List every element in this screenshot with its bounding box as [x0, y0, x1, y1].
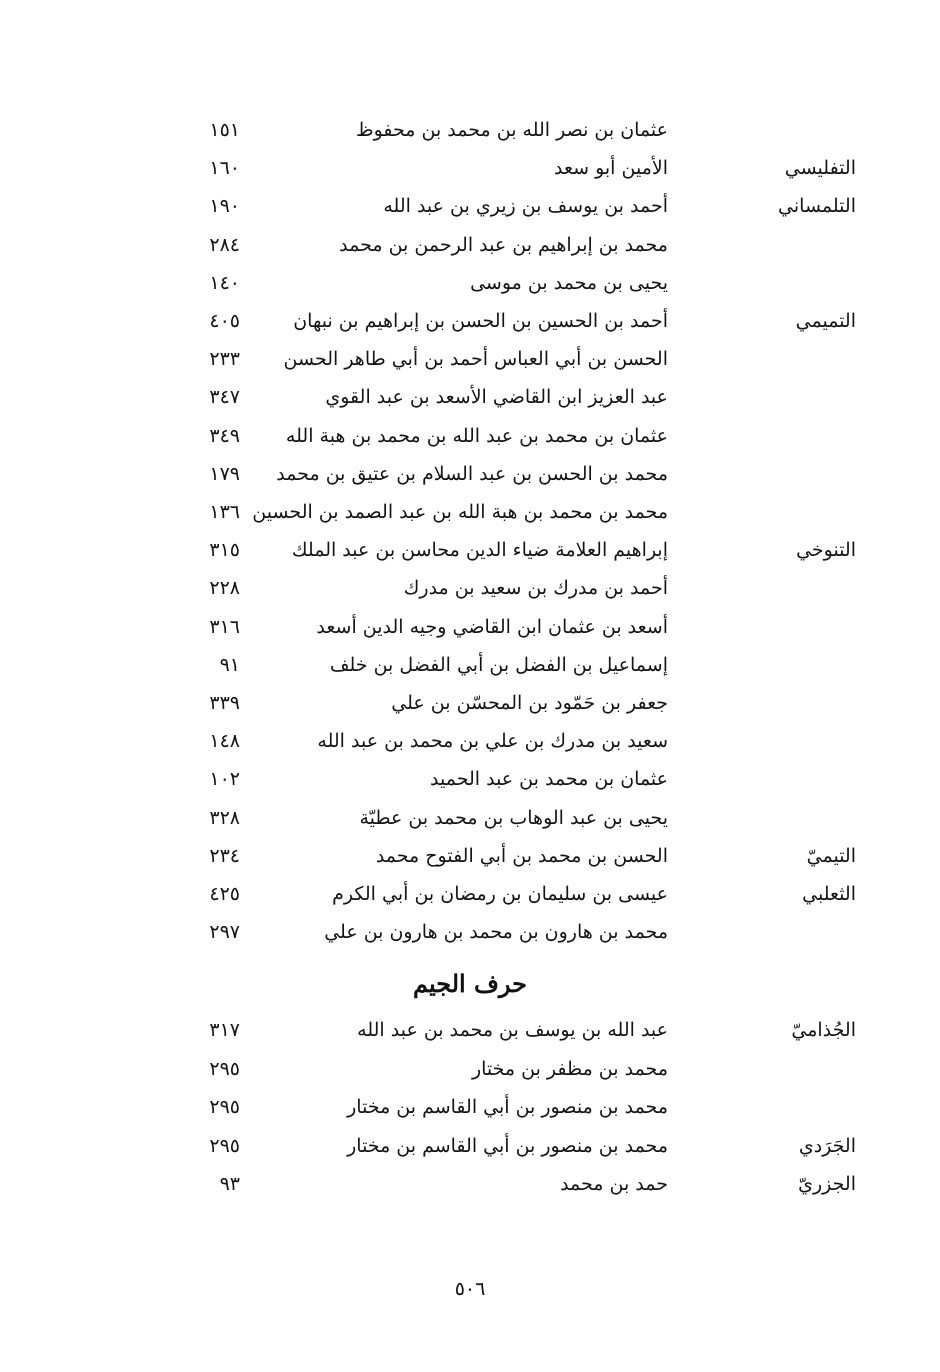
- entry-page-number: ٢٨٤: [209, 233, 240, 256]
- entry-page-number: ٩٣: [219, 1173, 240, 1195]
- entry-page-number: ٢٣٤: [209, 844, 240, 867]
- index-entry: [0, 187, 940, 225]
- entry-page-number: ٤٢٥: [209, 883, 240, 905]
- entry-nisba: الثعلبي: [802, 883, 856, 905]
- index-entry: [0, 111, 940, 149]
- entry-page-number: ٢٩٥: [209, 1096, 240, 1118]
- entry-name: أحمد بن الحسين بن الحسن بن إبراهيم بن نبهان: [293, 310, 668, 332]
- entry-page-number: ١٥١: [209, 119, 240, 141]
- entry-nisba: التلمساني: [778, 195, 856, 218]
- index-entry: [0, 760, 940, 798]
- entry-name: أحمد بن مدرك بن سعيد بن مدرك: [403, 577, 668, 600]
- index-entry: [0, 1088, 940, 1126]
- index-entry: [0, 569, 940, 607]
- entry-name: محمد بن منصور بن أبي القاسم بن مختار: [347, 1134, 668, 1157]
- entry-name: حمد بن محمد: [560, 1173, 668, 1195]
- entry-page-number: ٣١٧: [209, 1019, 240, 1041]
- entry-nisba: الجُذاميّ: [791, 1019, 856, 1041]
- entry-nisba: الجَرَدي: [798, 1134, 856, 1157]
- entry-page-number: ٢٩٥: [209, 1134, 240, 1157]
- page-number: ٥٠٦: [454, 1278, 486, 1300]
- index-entry: [0, 913, 940, 951]
- entry-page-number: ٣٣٩: [209, 692, 240, 714]
- entry-name: محمد بن الحسن بن عبد السلام بن عتيق بن محمد: [276, 462, 668, 485]
- entry-nisba: التفليسي: [784, 157, 856, 180]
- entry-page-number: ١٦٠: [209, 157, 240, 180]
- entry-page-number: ١٣٦: [209, 501, 240, 523]
- index-entry: [0, 378, 940, 416]
- index-entry: [0, 149, 940, 187]
- index-entry: [0, 417, 940, 455]
- entry-name: يحيى بن محمد بن موسى: [470, 271, 668, 294]
- index-entry: [0, 340, 940, 378]
- entry-page-number: ٢٢٨: [209, 577, 240, 600]
- index-entry: [0, 1011, 940, 1049]
- entry-page-number: ٩١: [219, 653, 240, 676]
- entry-name: عثمان بن محمد بن عبد الحميد: [430, 768, 668, 791]
- entry-name: الحسن بن محمد بن أبي الفتوح محمد: [375, 844, 668, 867]
- index-entry: [0, 1127, 940, 1165]
- entry-page-number: ١٤٠: [209, 271, 240, 294]
- entry-nisba: الجزريّ: [798, 1173, 856, 1195]
- entry-name: محمد بن منصور بن أبي القاسم بن مختار: [347, 1096, 668, 1118]
- index-entry: [0, 646, 940, 684]
- index-entry: [0, 837, 940, 875]
- entry-name: أحمد بن يوسف بن زيري بن عبد الله: [383, 195, 668, 218]
- entry-page-number: ٤٠٥: [209, 310, 240, 332]
- entry-name: عبد العزيز ابن القاضي الأسعد بن عبد القوي: [325, 386, 668, 409]
- entry-page-number: ٣٤٧: [209, 386, 240, 409]
- entry-name: محمد بن هارون بن محمد بن هارون بن علي: [324, 921, 668, 944]
- entry-name: عيسى بن سليمان بن رمضان بن أبي الكرم: [332, 883, 668, 905]
- index-entry: [0, 1165, 940, 1203]
- index-entry: [0, 264, 940, 302]
- entry-name: إبراهيم العلامة ضياء الدين محاسن بن عبد الملك: [291, 539, 668, 562]
- entry-page-number: ١٩٠: [209, 195, 240, 218]
- section-heading: حرف الجيم: [413, 969, 527, 998]
- entry-page-number: ١٠٢: [209, 768, 240, 791]
- entry-page-number: ٣٢٨: [209, 806, 240, 829]
- index-entry: [0, 1050, 940, 1088]
- index-entry: [0, 608, 940, 646]
- entry-name: الحسن بن أبي العباس أحمد بن أبي طاهر الحسن: [283, 348, 668, 371]
- entry-name: عبد الله بن يوسف بن محمد بن عبد الله: [357, 1019, 668, 1041]
- entry-name: محمد بن محمد بن هبة الله بن عبد الصمد بن الحسين: [252, 501, 668, 523]
- entry-name: عثمان بن محمد بن عبد الله بن محمد بن هبة الله: [285, 424, 668, 447]
- entry-page-number: ٢٣٣: [209, 348, 240, 371]
- entry-page-number: ١٧٩: [209, 462, 240, 485]
- index-entry: [0, 226, 940, 264]
- index-entry: [0, 684, 940, 722]
- entry-nisba: التميمي: [795, 310, 856, 332]
- entry-page-number: ٣٤٩: [209, 424, 240, 447]
- entry-name: إسماعيل بن الفضل بن أبي الفضل بن خلف: [329, 653, 668, 676]
- index-entry: [0, 493, 940, 531]
- entry-name: أسعد بن عثمان ابن القاضي وجيه الدين أسعد: [316, 615, 668, 638]
- entry-name: محمد بن مظفر بن مختار: [471, 1057, 668, 1080]
- entry-page-number: ١٤٨: [209, 730, 240, 753]
- entry-name: محمد بن إبراهيم بن عبد الرحمن بن محمد: [339, 233, 668, 256]
- index-entry: [0, 722, 940, 760]
- index-entry: [0, 531, 940, 569]
- entry-name: يحيى بن عبد الوهاب بن محمد بن عطيّة: [359, 806, 668, 829]
- entry-name: سعيد بن مدرك بن علي بن محمد بن عبد الله: [317, 730, 668, 753]
- entry-page-number: ٣١٥: [209, 539, 240, 562]
- entry-page-number: ٢٩٥: [209, 1057, 240, 1080]
- entry-nisba: التيميّ: [806, 844, 856, 867]
- entry-nisba: التنوخي: [796, 539, 856, 562]
- entry-name: الأمين أبو سعد: [553, 157, 668, 180]
- index-entry: [0, 799, 940, 837]
- entry-name: جعفر بن حَمّود بن المحسّن بن علي: [391, 692, 668, 714]
- entry-name: عثمان بن نصر الله بن محمد بن محفوظ: [356, 119, 668, 141]
- entry-page-number: ٢٩٧: [209, 921, 240, 944]
- entry-page-number: ٣١٦: [209, 615, 240, 638]
- index-entry: [0, 302, 940, 340]
- index-entry: [0, 455, 940, 493]
- index-entry: [0, 875, 940, 913]
